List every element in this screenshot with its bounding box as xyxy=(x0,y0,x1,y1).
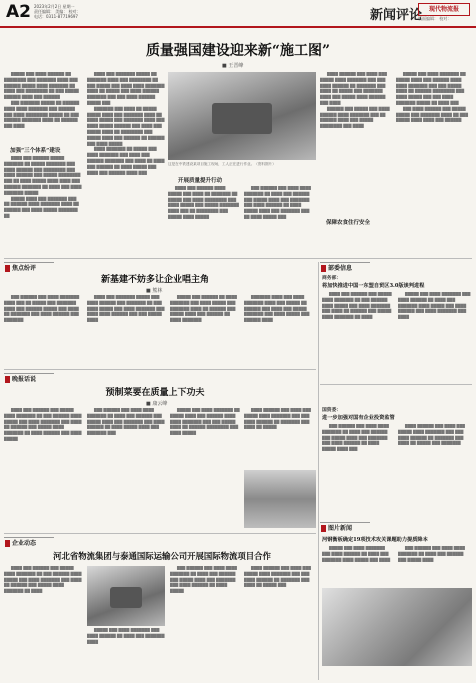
main-article-col1b: ████ ███ ██████ █████ ███████ ██ █████ ███████ ███ ████ ██████ ███ ████████ ███ ████ ██████ ███ █████ ████████ ███ ██ ████ █████ ████ ████ ███ ██████ ███████ ██ ████ ███ ████ ███████ █████ █████ ████ ███ ███████ ███ ██ ██████ ████ ███████ ████ ██ ██████ ███ ████ █████ ███████ ██ xyxy=(4,156,82,218)
article-4-col1: ████ ███ ██████ ███ █████ ████ ███████ ██ ███ ██████ ████ █████ ███ ████ ███████ ███ ████ ██ ██████ ███ █████ ████ ███████ ██ ████ xyxy=(4,566,82,594)
article-2-col1: ███ ██████ ███ ████ ███████ ████ ███ ██ █████ ███ ███████ ████ ███ ██████ █████ ███ ████ ██ ███████ ███ ████ ██████ ███ ███████ xyxy=(4,295,80,323)
article-3-col4: ████ ██████ ███ ████ ███ █████ ████ ███████ ███ ███ ████ ██████ ██ ███████ ███ ████ ██ █████ xyxy=(244,408,311,430)
divider-mid xyxy=(4,369,316,370)
right-news-2-col2: ████ ██████ ███ ████ ███ █████ ████ ███████ ███ ███ ████ ██████ ██ ███████ ███ ████ ██ █████ ███ ███████ xyxy=(398,424,465,446)
column-rule-right xyxy=(318,262,319,680)
page-header xyxy=(0,0,476,28)
right-news-1-col2: █████ ███ ████ ███████ ███ ████ ██████ ██ ████ ███ ███████ ████ █████ ███ ████ ██████ ███ ████ ███████ ███ ████ xyxy=(398,292,471,320)
header-meta-date: 2023年2月2日 星期一 xyxy=(34,4,75,9)
main-article-col4: ███ ██████ ███ ████ ████ ███████ ██ ████ ███ ██████ ███ █████ ████ ███ ███████ ███ ████ ██████ ██ ████ █████ ████ ███ ███████ ███ ██ ████ █████ ███ xyxy=(244,186,311,219)
article-4-col3: ███ ██████ ███ ████ ████ ███████ ██ ████ ███ ██████ ███ █████ ████ ███ ███████ ███ ████ ██████ ██ ████ █████ xyxy=(170,566,237,594)
main-article-col5: ████ ██████ ███ ████ ███ █████ ████ ███████ ███ ███ ████ ██████ ██ ███████ ███ ████ ██ █████ ███ ███████ ████ ███ █████ ████ ██████ ███ ████ ██████ ███ █████ ███ ████ ██████ ████ ███████ ███ ██ ██████ ████ ███ █████ ████████ ███ ████ xyxy=(320,72,390,129)
page-number: A2 xyxy=(6,2,31,22)
main-headline: 质量强国建设迎来新“施工图” xyxy=(145,43,331,59)
article-3-col3: █████ ███ ████ ███████ ██ █████ ████ ███ ██████ ████ ████ ███████ ███ ███ █████ ████ ██ ██████ ████████ ███ ████ █████ xyxy=(170,408,240,436)
column-label-ministry: 部委信息 xyxy=(320,262,370,274)
article-3-col1: ████ ███ ██████ ███ █████ ████ ███████ ██ ███ ██████ ████ █████ ███ ████ ███████ ███ ████ ██ ██████ ███ █████ ████ ███████ ██ ████ ██████ ███ ████ █████ xyxy=(4,408,82,441)
header-meta-phone: 电话：0311-87719697 xyxy=(34,14,78,19)
article-2-headline: 新基建不妨多让企业唱主角 xyxy=(100,275,209,285)
header-meta xyxy=(34,4,81,19)
photo-caption: 这是在中铁建设某项目施工现场，工人正在进行作业。（资料图片） xyxy=(168,162,276,166)
prepared-food-photo xyxy=(244,470,316,528)
column-label-photo-news: 图片新闻 xyxy=(320,522,370,534)
article-3-headline: 预制菜要在质量上下功夫 xyxy=(105,388,205,398)
article-2-col3: █████ ███ ██████ ██ ████ ███████ ███ ████ █████ ███ ███████ ████ ██ ██████ ███ █████ ████ ███ ██████ ██ ████ ███████ xyxy=(170,295,237,323)
header-meta-staff: 责任编辑： 美编： 校对： xyxy=(34,9,81,14)
paper-name-badge: 现代物流报 xyxy=(418,3,470,16)
construction-photo xyxy=(168,72,316,160)
main-subhead-2: 开展质量提升行动 xyxy=(178,178,223,184)
main-article-col2: ████ ███ ███████ █████ ██ ███████ ████ ███ ████████ ██ ███ █████ ███ ████ ████ ███████ ████ ██ █████ ███ ████ ██████ ███████ ███ ███ ████ ██████ █████ ███ ███████ ███ ████ ██ █████ █████ ████ ███ ███████ ████ ██ ████ █████ ███ ███████ ████ ███ ████ █████ ██████ ███ ████ ███ █████ ████ ██ ████████ ███ █████ ████ ███ ██████ ██ ██████ ███ ████ █████ ████ ███████ ██ █████ ███ ████ ███████ ███ ████ ███ ██████ ███████ ███ ████ ██ ████ ███ ██████ ██ ████ █████ ███ ████ ███ ██████ ████ ███ xyxy=(87,72,165,175)
main-article-col6: █████ ███ ████ ███████ ██ █████ ████ ███ ██████ ████ ████ ███████ ███ ███ █████ ████ ██ ██████ ████████ ███ ████ █████ ███ ███ ████ ███████ █████ ██ ████ ███ ███ ████ ██████ ███ █████ █████ ███ ███████ ████ ██ ███ █████ ████ ████ ███ ██████ xyxy=(396,72,469,123)
right-news-3-text: █████ ███ ████ ███████ ███ ████ ██████ ██ ████ ███ ███████ ████ █████ ███ ████ xyxy=(322,546,391,562)
right-news-2-headline: 进一步加强对国有企业投资监管 xyxy=(322,415,395,421)
logistics-photo xyxy=(87,566,165,626)
column-label-enterprise: 企业动态 xyxy=(4,537,54,549)
column-label-focus: 焦点纷评 xyxy=(4,262,54,274)
main-article-col3: ████ ███ ██████ ████ █████ ███ ████ ██ ███████ ██ █████ ███ ████ ████████ ███ ████ █████ ███ █████ ███████ ████ ███ ██ ████████ ███ █████ ████ █████ xyxy=(168,186,239,219)
divider-bottom xyxy=(4,533,316,534)
divider-top xyxy=(4,258,472,259)
article-2-col2: ████ ███ ███████ █████ ███ ████ ██████ ███ ███████ ██ ███ ████ █████ ███ ████ ███████ ███ ████ ████ ██████ ███ ███ █████ ████ xyxy=(87,295,165,323)
article-4-headline: 河北省物流集团与泰通国际运输公司开展国际物流项目合作 xyxy=(53,551,271,561)
right-news-3-headline: 河钢衡板确定19项技术攻关课题助力提质降本 xyxy=(322,537,428,543)
main-subhead-3: 保障农食住行安全 xyxy=(326,220,371,226)
section-title: 新闻评论 xyxy=(370,8,423,23)
right-news-1-headline: 将加快推进中国一东盟自贸区3.0版谈判进程 xyxy=(322,283,425,289)
article-4-col2: █████ ███ ████ ███████ ███ ████ ██████ ██ ████ ███ ███████ ████ xyxy=(87,628,165,644)
right-news-2-col1: ███ ██████ ███ ████ ████ ███████ ██ ████ ███ ██████ ███ █████ ████ ███ ███████ ███ ████ ██████ ██ ████ █████ ████ ███ xyxy=(322,424,389,452)
article-2-byline: ■ 熊林 xyxy=(146,288,163,294)
article-2-col4: ███████ ████ ███ ████ ███████ ████ ███ █████ ██ ██████ ███ ████ ███ █████ ███████ ███ ████ █████ ███ ██████ ████ xyxy=(244,295,310,323)
right-news-3-text-2: ███ ██████ ███ ████ ████ ███████ ██ ████ ███ ██████ ███ █████ ████ xyxy=(398,546,465,562)
header-editor-line: 版面编辑： 校对： xyxy=(418,16,452,21)
article-3-byline: ■ 康云峰 xyxy=(146,401,168,407)
article-4-col4: ████ ██████ ███ ████ ███ █████ ████ ███████ ███ ███ ████ ██████ ██ ███████ ███ ████ ██ █████ ███ xyxy=(244,566,311,588)
right-news-2-kicker: 国资委： xyxy=(322,408,342,413)
article-3-col2: ███ ██████ ███ ████ ████ ███████ ██ ████ ███ ██████ ███ █████ ████ ███ ███████ ███ ████ ██████ ██ ████ █████ ████ ███ ███████ ███ xyxy=(87,408,165,436)
main-subhead-1: 加强“三个体系”建设 xyxy=(10,148,61,154)
steel-plant-photo xyxy=(322,588,472,666)
divider-right-1 xyxy=(320,384,472,385)
column-label-talk: 晚报话说 xyxy=(4,373,54,385)
right-news-1-col1: ████ ███ ██████ ███ █████ ████ ███████ ██ ███ ██████ ████ █████ ███ ████ ███████ ███ ████ ██ ██████ ███ █████ ████ ███████ ██ ████ xyxy=(322,292,392,320)
main-byline: ■ 王晋峰 xyxy=(222,63,244,69)
main-article-col1: █████ ███ ████ ██████ ██ ████████ ███ ███████ ████ ███ ██████ █████ ████ ███████ ██ ████ ███ ████████ ██ ███ █████ ██████ ████ ███ ██████ ███ ███████ █████ ██ ██████ ████ ████ ███████ ███ ██████ ███ ████ ████████ █████ ██ ███ ██████ ███████ ████ ██ ██████ ███ ████ xyxy=(4,72,80,129)
right-news-1-kicker: 商务部： xyxy=(322,276,342,281)
